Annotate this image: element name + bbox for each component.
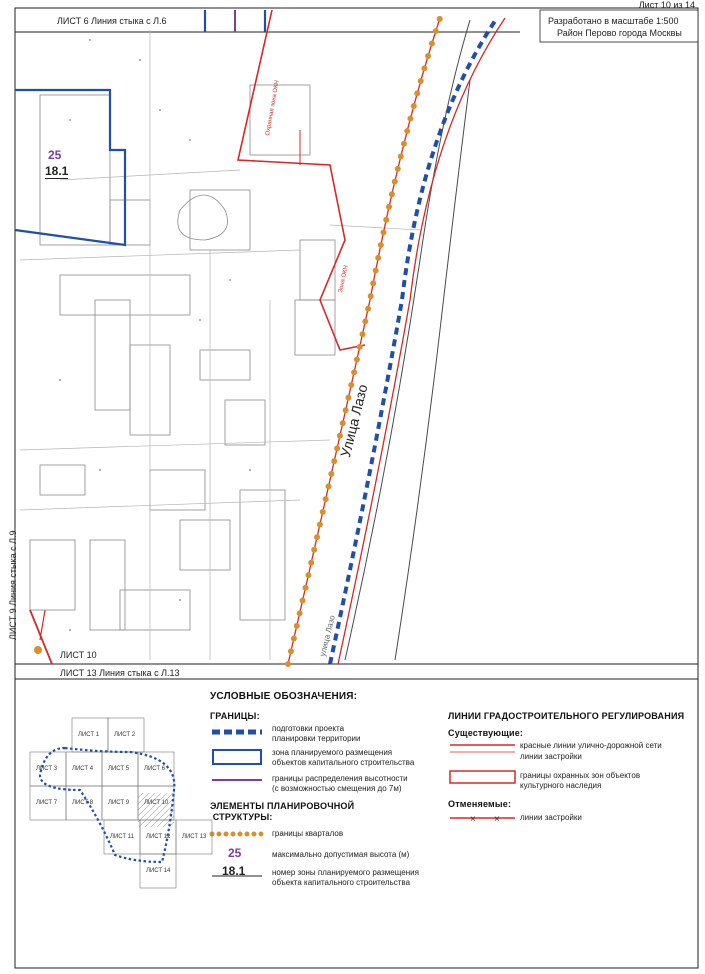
legend-elements-title: ЭЛЕМЕНТЫ ПЛАНИРОВОЧНОЙ СТРУКТУРЫ: [210,801,355,822]
legend-red-lines: красные линии улично-дорожной сети [520,741,662,750]
district-name: Район Перово города Москвы [557,28,682,38]
heritage-zone-label-2: Зона ОКН [338,264,350,294]
zone-boundary-blue [15,90,125,245]
heritage-zone-label: Охранная зона ОКН [265,79,281,137]
legend-boundaries-title: ГРАНИЦЫ: [210,711,260,721]
tree-marks [59,39,251,631]
legend-cancelled-title: Отменяемые: [448,799,512,809]
street-name: Улица Лазо [337,382,371,459]
red-line-right [338,18,505,664]
street-name-small: улица Лазо [318,614,337,658]
red-line-left [288,18,440,664]
legend-max-height: максимально допустимая высота (м) [272,850,410,859]
index-cell-label: ЛИСТ 12 [146,834,171,840]
sheet-frame [15,8,698,968]
legend-quarter-boundary: границы кварталов [272,829,344,838]
legend-lines-title: ЛИНИИ ГРАДОСТРОИТЕЛЬНОГО РЕГУЛИРОВАНИЯ [448,711,685,721]
legend-title: УСЛОВНЫЕ ОБОЗНАЧЕНИЯ: [210,691,358,702]
index-cell-label: ЛИСТ 13 [182,834,207,840]
svg-text:×: × [470,814,476,825]
building-outlines [30,85,335,630]
joint-line-top: ЛИСТ 6 Линия стыка с Л.6 [57,16,167,26]
legend-building-lines: линии застройки [520,752,582,761]
index-cell-label: ЛИСТ 11 [110,834,134,840]
legend-height-boundary: границы распределения высотности (с возможностью смещения до 7м) [272,774,408,793]
index-cell-label: ЛИСТ 9 [108,800,130,806]
legend-existing-title: Существующие: [448,728,524,738]
svg-text:×: × [494,814,500,825]
index-cell-label: ЛИСТ 2 [114,732,136,738]
zone-height-value: 25 [48,148,62,162]
joint-line-left: ЛИСТ 9 Линия стыка с Л.9 [8,530,18,640]
index-cell-label: ЛИСТ 14 [146,868,171,874]
sheet-counter: Лист 10 из 14 [638,0,695,10]
index-cell-label: ЛИСТ 4 [72,766,94,772]
legend-cancelled-building-lines: линии застройки [520,813,582,822]
index-cell-label: ЛИСТ 3 [36,766,58,772]
index-cell-label: ЛИСТ 8 [72,800,94,806]
street-edges [345,20,470,660]
zone-number-value: 18.1 [45,164,69,178]
index-cell-label: ЛИСТ 10 [144,800,169,806]
scale-note: Разработано в масштабе 1:500 [548,16,679,26]
index-cell-label: ЛИСТ 5 [108,766,130,772]
index-cell-label: ЛИСТ 6 [144,766,166,772]
legend-territory-boundary: подготовки проекта планировки территории [272,724,361,743]
index-cell-label: ЛИСТ 7 [36,800,58,806]
legend-zone-sample: 18.1 [222,864,246,878]
territory-boundary [330,18,497,664]
joint-line-bottom: ЛИСТ 13 Линия стыка с Л.13 [60,668,180,678]
index-cell-label: ЛИСТ 1 [78,732,100,738]
legend-zone-boundary: зона планируемого размещения объектов капитального строительства [272,748,415,767]
sheet-10-label: ЛИСТ 10 [60,650,97,660]
legend-heritage-zones: границы охранных зон объектов культурного наследия [520,771,641,790]
legend-height-sample: 25 [228,846,242,860]
heritage-zone-red [238,10,365,350]
legend-zone-number: номер зоны планируемого размещения объекта капитального строительства [272,868,419,887]
